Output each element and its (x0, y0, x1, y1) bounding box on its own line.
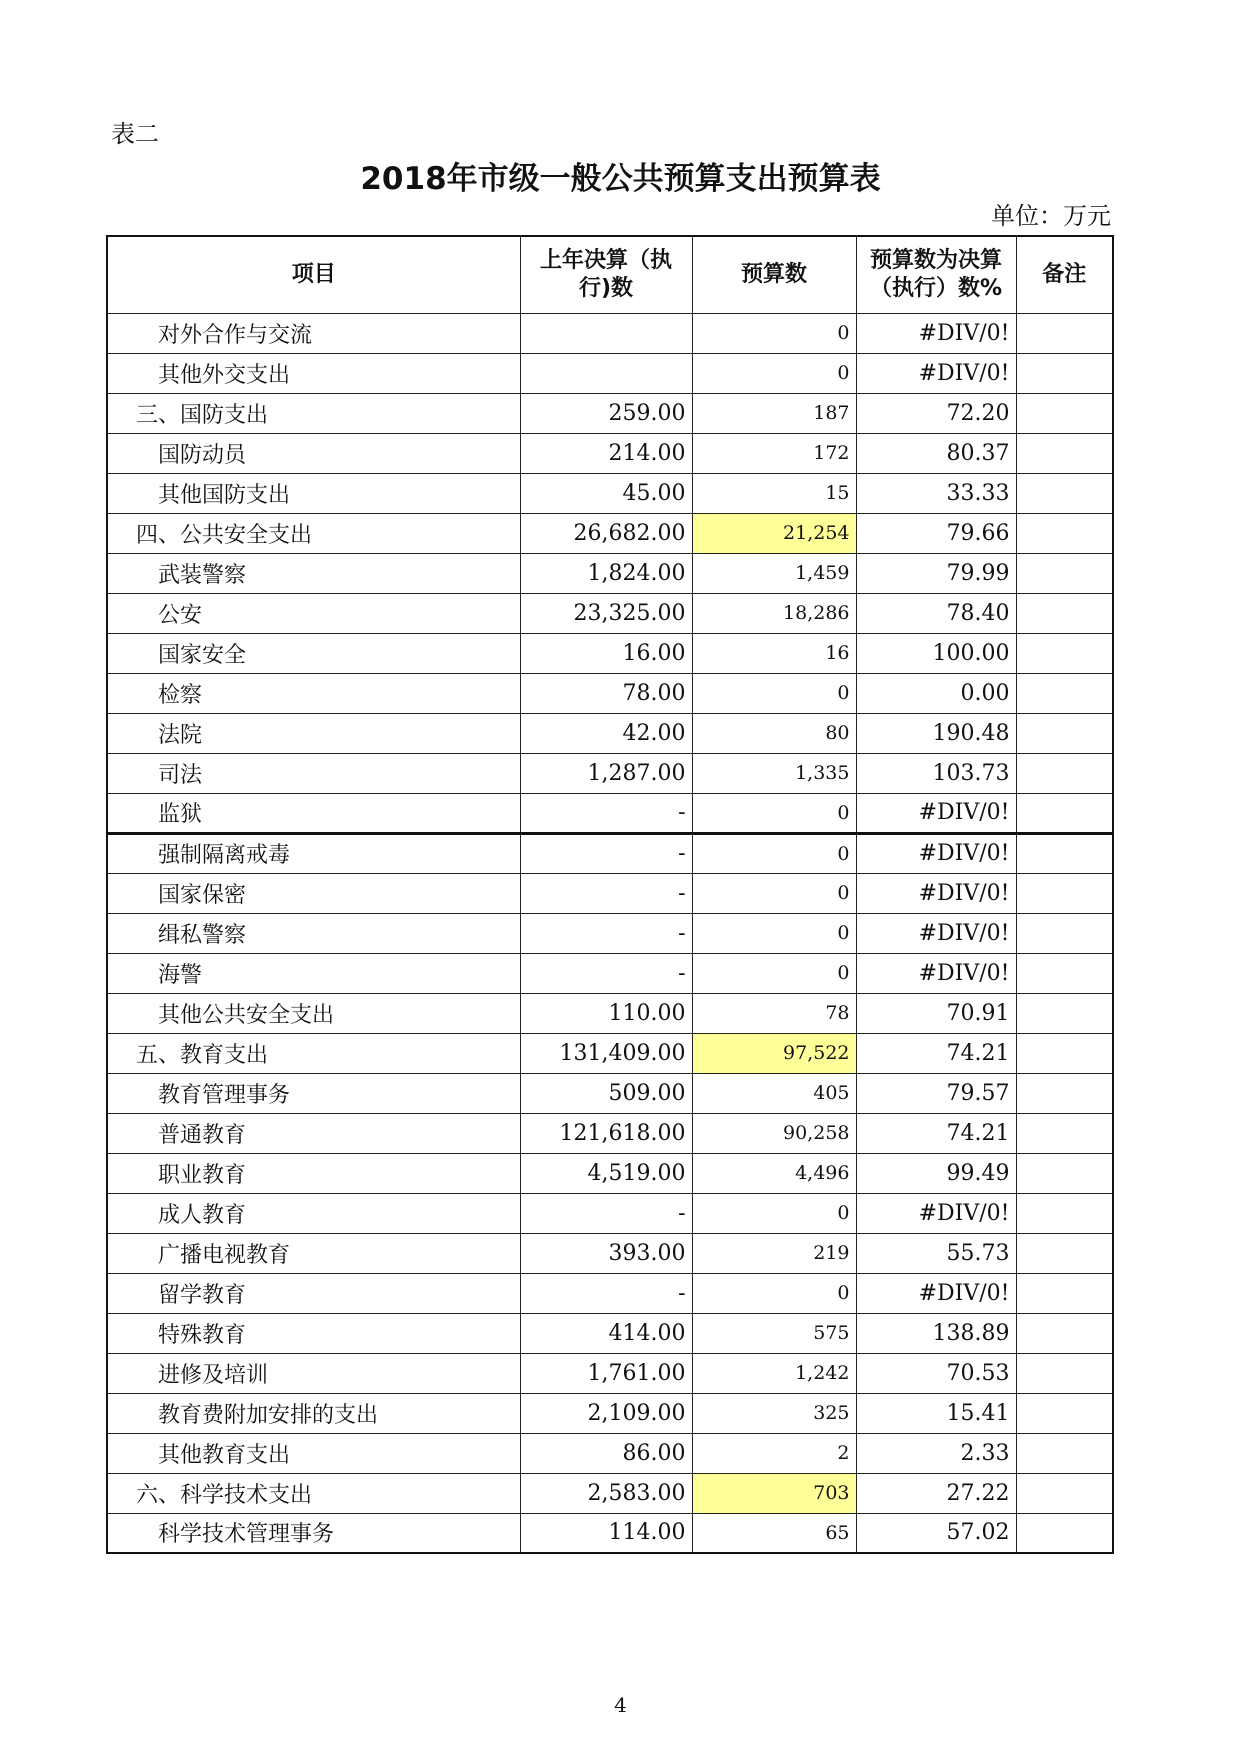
header-prior: 上年决算（执行)数 (520, 236, 692, 313)
row-prior-cell: 86.00 (520, 1433, 692, 1473)
table-row (107, 993, 1113, 1033)
row-remark-cell (1016, 593, 1113, 633)
row-ratio-cell: 72.20 (856, 393, 1016, 433)
row-prior-cell: 4,519.00 (520, 1153, 692, 1193)
row-item-cell: 国家安全 (107, 633, 520, 673)
row-item-cell: 科学技术管理事务 (107, 1513, 520, 1553)
row-budget-cell: 219 (692, 1233, 856, 1273)
row-remark-cell (1016, 313, 1113, 353)
header-budget: 预算数 (692, 236, 856, 313)
row-item-cell: 教育费附加安排的支出 (107, 1393, 520, 1433)
row-budget-cell: 80 (692, 713, 856, 753)
row-item-cell: 成人教育 (107, 1193, 520, 1233)
row-budget-cell: 1,459 (692, 553, 856, 593)
row-prior-cell (520, 313, 692, 353)
row-budget-cell: 16 (692, 633, 856, 673)
row-item-cell: 监狱 (107, 793, 520, 833)
row-item-cell: 其他教育支出 (107, 1433, 520, 1473)
row-ratio-cell: 100.00 (856, 633, 1016, 673)
table-row (107, 353, 1113, 393)
row-remark-cell (1016, 913, 1113, 953)
row-budget-cell: 172 (692, 433, 856, 473)
row-remark-cell (1016, 1473, 1113, 1513)
row-ratio-cell: 33.33 (856, 473, 1016, 513)
row-budget-cell: 97,522 (692, 1033, 856, 1073)
table-row (107, 833, 1113, 873)
row-prior-cell: 2,109.00 (520, 1393, 692, 1433)
row-remark-cell (1016, 993, 1113, 1033)
row-ratio-cell: 27.22 (856, 1473, 1016, 1513)
table-row (107, 1353, 1113, 1393)
table-row (107, 1433, 1113, 1473)
row-prior-cell: 1,761.00 (520, 1353, 692, 1393)
row-item-cell: 国防动员 (107, 433, 520, 473)
row-item-cell: 职业教育 (107, 1153, 520, 1193)
row-item-cell: 海警 (107, 953, 520, 993)
row-item-cell: 法院 (107, 713, 520, 753)
row-remark-cell (1016, 1113, 1113, 1153)
table-row (107, 873, 1113, 913)
table-row (107, 1153, 1113, 1193)
row-prior-cell (520, 353, 692, 393)
page-title: 2018年市级一般公共预算支出预算表 (360, 161, 881, 197)
row-budget-cell: 0 (692, 953, 856, 993)
row-ratio-cell: #DIV/0! (856, 1273, 1016, 1313)
row-ratio-cell: #DIV/0! (856, 353, 1016, 393)
row-ratio-cell: 79.99 (856, 553, 1016, 593)
row-budget-cell: 0 (692, 833, 856, 873)
row-prior-cell: 78.00 (520, 673, 692, 713)
row-remark-cell (1016, 713, 1113, 753)
row-budget-cell: 187 (692, 393, 856, 433)
row-ratio-cell: 78.40 (856, 593, 1016, 633)
row-ratio-cell: #DIV/0! (856, 913, 1016, 953)
row-item-cell: 对外合作与交流 (107, 313, 520, 353)
row-prior-cell: - (520, 793, 692, 833)
row-item-cell: 公安 (107, 593, 520, 633)
table-row (107, 1033, 1113, 1073)
row-budget-cell: 0 (692, 873, 856, 913)
table-row (107, 1513, 1113, 1553)
row-item-cell: 其他国防支出 (107, 473, 520, 513)
row-budget-cell: 1,242 (692, 1353, 856, 1393)
row-prior-cell: - (520, 1273, 692, 1313)
table-row (107, 953, 1113, 993)
table-row (107, 913, 1113, 953)
row-budget-cell: 0 (692, 793, 856, 833)
row-item-cell: 缉私警察 (107, 913, 520, 953)
row-remark-cell (1016, 953, 1113, 993)
row-prior-cell: 1,824.00 (520, 553, 692, 593)
row-item-cell: 国家保密 (107, 873, 520, 913)
row-budget-cell: 703 (692, 1473, 856, 1513)
row-remark-cell (1016, 1233, 1113, 1273)
budget-table (106, 235, 1114, 1554)
row-remark-cell (1016, 833, 1113, 873)
header-ratio: 预算数为决算（执行）数% (856, 236, 1016, 313)
row-budget-cell: 0 (692, 913, 856, 953)
row-budget-cell: 18,286 (692, 593, 856, 633)
row-prior-cell: 509.00 (520, 1073, 692, 1113)
row-item-cell: 武装警察 (107, 553, 520, 593)
row-remark-cell (1016, 353, 1113, 393)
row-item-cell: 留学教育 (107, 1273, 520, 1313)
row-budget-cell: 2 (692, 1433, 856, 1473)
row-budget-cell: 78 (692, 993, 856, 1033)
row-budget-cell: 405 (692, 1073, 856, 1113)
table-row (107, 393, 1113, 433)
row-ratio-cell: 2.33 (856, 1433, 1016, 1473)
row-prior-cell: 16.00 (520, 633, 692, 673)
row-remark-cell (1016, 553, 1113, 593)
row-prior-cell: 45.00 (520, 473, 692, 513)
row-budget-cell: 90,258 (692, 1113, 856, 1153)
row-remark-cell (1016, 1393, 1113, 1433)
table-row (107, 1473, 1113, 1513)
row-ratio-cell: 0.00 (856, 673, 1016, 713)
row-item-cell: 检察 (107, 673, 520, 713)
row-budget-cell: 0 (692, 673, 856, 713)
row-prior-cell: 214.00 (520, 433, 692, 473)
row-remark-cell (1016, 793, 1113, 833)
row-budget-cell: 0 (692, 353, 856, 393)
table-body (107, 313, 1113, 1553)
page-number: 4 (614, 1693, 627, 1717)
table-row (107, 633, 1113, 673)
row-ratio-cell: #DIV/0! (856, 873, 1016, 913)
row-item-cell: 广播电视教育 (107, 1233, 520, 1273)
row-remark-cell (1016, 513, 1113, 553)
row-prior-cell: 114.00 (520, 1513, 692, 1553)
row-prior-cell: 2,583.00 (520, 1473, 692, 1513)
header-remark: 备注 (1016, 236, 1113, 313)
row-remark-cell (1016, 753, 1113, 793)
row-prior-cell: 131,409.00 (520, 1033, 692, 1073)
row-prior-cell: - (520, 1193, 692, 1233)
row-ratio-cell: 190.48 (856, 713, 1016, 753)
row-ratio-cell: 74.21 (856, 1033, 1016, 1073)
table-row (107, 1073, 1113, 1113)
row-ratio-cell: 70.53 (856, 1353, 1016, 1393)
row-budget-cell: 21,254 (692, 513, 856, 553)
row-prior-cell: 110.00 (520, 993, 692, 1033)
row-item-cell: 强制隔离戒毒 (107, 833, 520, 873)
row-item-cell: 四、公共安全支出 (107, 513, 520, 553)
row-ratio-cell: 74.21 (856, 1113, 1016, 1153)
row-remark-cell (1016, 873, 1113, 913)
row-prior-cell: - (520, 873, 692, 913)
row-prior-cell: 23,325.00 (520, 593, 692, 633)
row-budget-cell: 15 (692, 473, 856, 513)
row-remark-cell (1016, 473, 1113, 513)
row-remark-cell (1016, 1433, 1113, 1473)
row-budget-cell: 325 (692, 1393, 856, 1433)
row-ratio-cell: 99.49 (856, 1153, 1016, 1193)
row-item-cell: 教育管理事务 (107, 1073, 520, 1113)
row-remark-cell (1016, 673, 1113, 713)
row-prior-cell: 42.00 (520, 713, 692, 753)
row-budget-cell: 0 (692, 313, 856, 353)
table-row (107, 513, 1113, 553)
row-item-cell: 普通教育 (107, 1113, 520, 1153)
table-row (107, 1273, 1113, 1313)
row-remark-cell (1016, 393, 1113, 433)
table-row (107, 1233, 1113, 1273)
row-remark-cell (1016, 1513, 1113, 1553)
row-prior-cell: 26,682.00 (520, 513, 692, 553)
unit-label: 单位：万元 (991, 202, 1111, 230)
row-budget-cell: 4,496 (692, 1153, 856, 1193)
row-remark-cell (1016, 1313, 1113, 1353)
doc-label: 表二 (111, 120, 159, 148)
table-row (107, 553, 1113, 593)
row-remark-cell (1016, 1033, 1113, 1073)
row-ratio-cell: 103.73 (856, 753, 1016, 793)
table-row (107, 1313, 1113, 1353)
row-ratio-cell: #DIV/0! (856, 313, 1016, 353)
row-ratio-cell: #DIV/0! (856, 833, 1016, 873)
row-remark-cell (1016, 1353, 1113, 1393)
table-row (107, 473, 1113, 513)
row-budget-cell: 0 (692, 1193, 856, 1233)
table-row (107, 313, 1113, 353)
row-prior-cell: 259.00 (520, 393, 692, 433)
row-item-cell: 三、国防支出 (107, 393, 520, 433)
row-ratio-cell: #DIV/0! (856, 793, 1016, 833)
row-ratio-cell: 70.91 (856, 993, 1016, 1033)
row-remark-cell (1016, 1193, 1113, 1233)
table-row (107, 713, 1113, 753)
row-remark-cell (1016, 1073, 1113, 1113)
row-item-cell: 其他公共安全支出 (107, 993, 520, 1033)
table-row (107, 1113, 1113, 1153)
row-ratio-cell: 79.57 (856, 1073, 1016, 1113)
table-header-row (107, 236, 1113, 313)
row-prior-cell: 121,618.00 (520, 1113, 692, 1153)
row-remark-cell (1016, 433, 1113, 473)
row-item-cell: 司法 (107, 753, 520, 793)
row-ratio-cell: 55.73 (856, 1233, 1016, 1273)
row-ratio-cell: 15.41 (856, 1393, 1016, 1433)
row-prior-cell: 393.00 (520, 1233, 692, 1273)
row-ratio-cell: 138.89 (856, 1313, 1016, 1353)
row-remark-cell (1016, 1153, 1113, 1193)
row-prior-cell: 414.00 (520, 1313, 692, 1353)
table-row (107, 593, 1113, 633)
row-prior-cell: 1,287.00 (520, 753, 692, 793)
row-ratio-cell: 57.02 (856, 1513, 1016, 1553)
row-remark-cell (1016, 633, 1113, 673)
row-ratio-cell: #DIV/0! (856, 953, 1016, 993)
row-item-cell: 进修及培训 (107, 1353, 520, 1393)
row-budget-cell: 575 (692, 1313, 856, 1353)
row-item-cell: 五、教育支出 (107, 1033, 520, 1073)
row-budget-cell: 1,335 (692, 753, 856, 793)
row-prior-cell: - (520, 833, 692, 873)
row-prior-cell: - (520, 953, 692, 993)
table-row (107, 433, 1113, 473)
row-item-cell: 特殊教育 (107, 1313, 520, 1353)
table-row (107, 793, 1113, 833)
row-budget-cell: 0 (692, 1273, 856, 1313)
header-item: 项目 (107, 236, 520, 313)
table-row (107, 1393, 1113, 1433)
row-remark-cell (1016, 1273, 1113, 1313)
table-row (107, 673, 1113, 713)
row-ratio-cell: 79.66 (856, 513, 1016, 553)
row-budget-cell: 65 (692, 1513, 856, 1553)
row-item-cell: 其他外交支出 (107, 353, 520, 393)
row-prior-cell: - (520, 913, 692, 953)
table-row (107, 753, 1113, 793)
row-ratio-cell: #DIV/0! (856, 1193, 1016, 1233)
row-item-cell: 六、科学技术支出 (107, 1473, 520, 1513)
table-row (107, 1193, 1113, 1233)
row-ratio-cell: 80.37 (856, 433, 1016, 473)
